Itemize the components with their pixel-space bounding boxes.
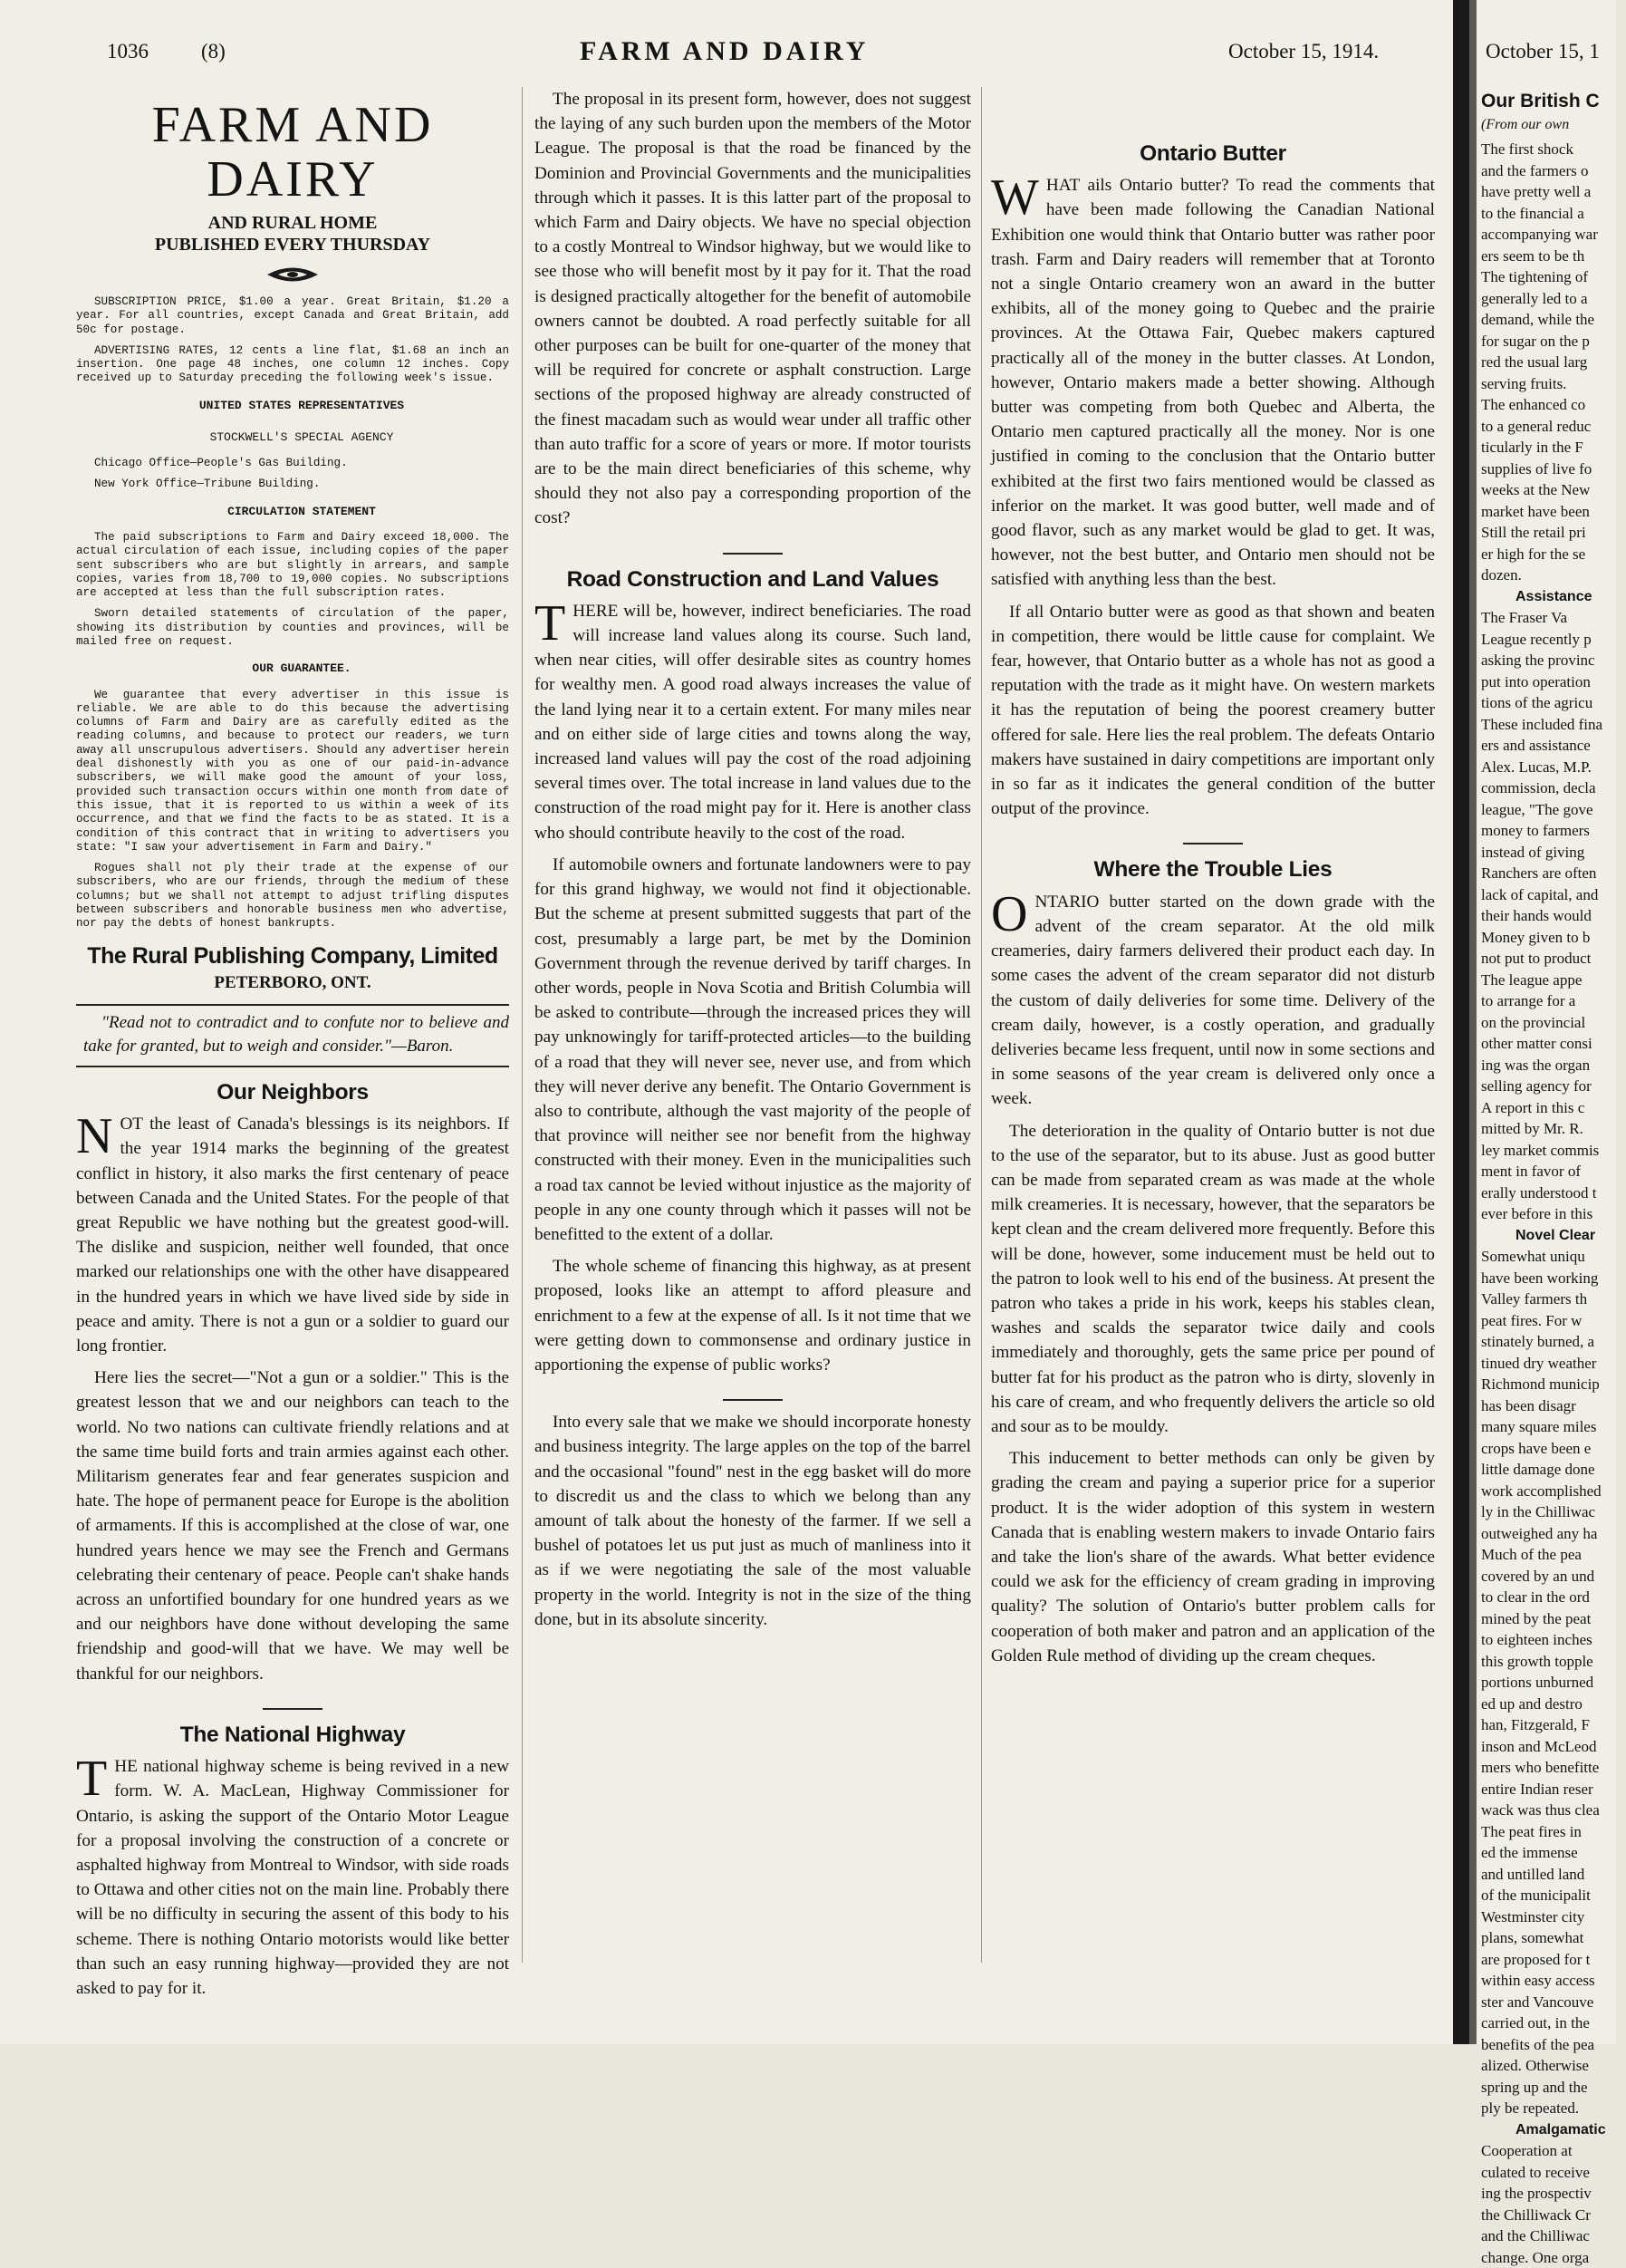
text-line: stinately burned, a (1481, 1331, 1626, 1353)
text-line: League recently p (1481, 629, 1626, 651)
article-paragraph: The whole scheme of financing this highway, as at present proposed, looks like an attempt to afford pleasure and enrichment to a few at the expense of all. Is it not time that we were getting down to commonsense and ordinary justice in apportioning the expense of public works? (534, 1254, 971, 1377)
text-line: ply be repeated. (1481, 2098, 1626, 2119)
text-line: ticularly in the F (1481, 437, 1626, 458)
text-line: weeks at the New (1481, 479, 1626, 501)
next-article-lines (1481, 607, 1626, 1225)
next-article-lines (1481, 2140, 1626, 2268)
paragraph-text: HERE will be, however, indirect beneficiaries. The road will increase land values along its course. Such land, when near cities, will offer desirable sites as country homes for wealthy men. A good road always increases the value of the land lying near it to a certain extent. For many miles near and on either side of large cities and towns along the way, increased land values will pay the cost of the road adjoining several times over. The total increase in land values due to the construction of the road might pay for it. Here is another class who should contribute heavily to the cost of the road. (534, 602, 971, 843)
circulation-heading: CIRCULATION STATEMENT (76, 499, 509, 524)
next-article-subtitle: (From our own (1481, 114, 1626, 136)
text-line: ers seem to be th (1481, 246, 1626, 267)
text-line: of the municipalit (1481, 1885, 1626, 1906)
masthead-frequency: PUBLISHED EVERY THURSDAY (76, 234, 509, 256)
text-line: The enhanced co (1481, 394, 1626, 416)
text-line: tions of the agricu (1481, 692, 1626, 714)
text-line: to clear in the ord (1481, 1587, 1626, 1608)
text-line: to a general reduc (1481, 416, 1626, 438)
article-paragraph (991, 173, 1435, 592)
text-line: change. One orga (1481, 2247, 1626, 2268)
text-line: inson and McLeod (1481, 1736, 1626, 1758)
article-title-road-construction: Road Construction and Land Values (534, 567, 971, 592)
subscription-info: SUBSCRIPTION PRICE, $1.00 a year. Great Britain, $1.20 a year. For all countries, except Canada and Great Britain, add 50c for postage. (76, 295, 509, 337)
text-line: ing was the organ (1481, 1055, 1626, 1076)
text-line: ly in the Chilliwac (1481, 1501, 1626, 1523)
article-paragraph (991, 890, 1435, 1112)
text-line: their hands would (1481, 905, 1626, 927)
text-line: other matter consi (1481, 1033, 1626, 1055)
divider (76, 1066, 509, 1067)
text-line: wack was thus clea (1481, 1800, 1626, 1821)
circulation-statement: The paid subscriptions to Farm and Dairy exceed 18,000. The actual circulation of each issue, including copies of the paper sent subscribers who are but slightly in arrears, and sample copies, varies from 18,700 to 19,000 copies. No subscriptions are accepted at less than the full subscription rates. (76, 531, 509, 600)
text-line: ed the immense (1481, 1842, 1626, 1864)
paragraph-text: HE national highway scheme is being revived in a new form. W. A. MacLean, Highway Commissioner for Ontario, is asking the support of the Ontario Motor League for a proposal involving the construction of a concrete or asphalted highway from Montreal to Windsor, with side roads to Ottawa and other cities not on the main line. Probably there will be no difficulty in securing the assent of this body to his scheme. There is nothing Ontario motorists would like better than such an easy running highway—provided they are not asked to pay for it. (76, 1757, 509, 1998)
article-title-highway: The National Highway (76, 1723, 509, 1747)
text-line: and the farmers o (1481, 160, 1626, 182)
text-line: plans, somewhat (1481, 1927, 1626, 1949)
text-line: to arrange for a (1481, 990, 1626, 1012)
text-line: many square miles (1481, 1416, 1626, 1438)
text-line: ing the prospectiv (1481, 2183, 1626, 2205)
text-line: supplies of live fo (1481, 458, 1626, 480)
text-line: Ranchers are often (1481, 863, 1626, 884)
next-article-lines (1481, 1246, 1626, 2119)
next-subhead: Assistance (1481, 586, 1626, 608)
text-line: asking the provinc (1481, 650, 1626, 671)
text-line: mined by the peat (1481, 1608, 1626, 1630)
text-line: demand, while the (1481, 309, 1626, 331)
text-line: ever before in this (1481, 1203, 1626, 1225)
column-rule (981, 87, 982, 1963)
text-line: portions unburned (1481, 1672, 1626, 1694)
next-subhead: Amalgamatic (1481, 2119, 1626, 2141)
ornament-icon (265, 265, 320, 285)
text-line: the Chilliwack Cr (1481, 2205, 1626, 2226)
text-line: red the usual larg (1481, 352, 1626, 373)
masthead-subtitle: AND RURAL HOME (76, 212, 509, 234)
column-rule (522, 87, 523, 1963)
text-line: have been working (1481, 1268, 1626, 1289)
text-line: ley market commis (1481, 1140, 1626, 1162)
text-line: covered by an und (1481, 1566, 1626, 1588)
article-paragraph: Here lies the secret—"Not a gun or a soldier." This is the greatest lesson that we and our neighbors can teach to the world. No two nations can cultivate friendly relations and at the same time build forts and train armies against each other. Militarism generates fear and fear generates suspicion and hate. The hope of permanent peace for Europe is the abolition of armaments. If this is accomplished at the close of war, one hundred years hence we may see the French and Germans celebrating their centenary of peace. People can't shake hands across an unfortified boundary for one hundred years as we and our neighbors have done without developing the same friendship and good-will that we have. We may well be thankful for our neighbors. (76, 1366, 509, 1686)
paragraph-text: HAT ails Ontario butter? To read the comments that have been made following the Canadian National Exhibition one would think that Ontario butter was rather poor trash. Farm and Dairy readers will remember that at Toronto not a single Ontario creamery won an award in the butter exhibits, all of the money going to Quebec and the prairie provinces. At the Ottawa Fair, Quebec makers captured practically all of the money in the butter classes. At London, however, Ontario makers made a better showing. Although butter was competing from both Quebec and Alberta, the Ontario men captured practically all the money. Nor is one justified in coming to the conclusion that the Ontario butter exhibited at the first two fairs mentioned would be classed as inferior on the market. It was good butter, well made and of good flavor, such as any market would be glad to get. It was, however, not the best butter, and Ontario men should not be satisfied with anything less than the best. (991, 176, 1435, 589)
article-paragraph: The proposal in its present form, however, does not suggest the laying of any such burden upon the members of the Motor League. The proposal is that the road be financed by the Dominion and Provincial Governments and the municipalities through which it passes. It is this latter part of the proposal to which Farm and Dairy objects. We have no special objection to a costly Montreal to Windsor highway, but we would like to see those who will benefit most by it pay for it. That the road is designed practically altogether for the benefit of automobile owners cannot be doubted. A road perfectly suitable for all other purposes can be built for one-quarter of the money that will be required for concrete or asphalt construction. Large sections of the proposed highway are already constructed of the finest macadam such as would wear under all traffic other than auto traffic for a score of years or more. If motor tourists are to be the main direct beneficiaries of this scheme, why should they not also pay a corresponding proportion of the cost? (534, 87, 971, 531)
article-paragraph: This inducement to better methods can only be given by grading the cream and paying a superior price for a superior product. It is the wider adoption of this system in western Canada that is enabling western makers to invade Ontario fairs and take the lion's share of the awards. What better evidence could we ask for the efficiency of cream grading in improving quality? The solution of Ontario's butter problem calls for cooperation of both maker and patron and an application of the Golden Rule method of dividing up the cream cheques. (991, 1446, 1435, 1668)
column-1 (76, 87, 509, 2008)
text-line: benefits of the pea (1481, 2034, 1626, 2056)
issue-date: October 15, 1914. (1228, 40, 1379, 63)
publisher-city: PETERBORO, ONT. (76, 970, 509, 995)
text-line: have pretty well a (1481, 181, 1626, 203)
text-line: has been disagr (1481, 1395, 1626, 1417)
paragraph-text: OT the least of Canada's blessings is its neighbors. If the year 1914 marks the beginning of the greatest conflict in history, it also marks the first centenary of peace between Canada and the United States. For the people of that great Republic we have nothing but the greatest good-will. The dislike and suspicion, neither well founded, that once marked our relationships one with the other have disappeared in the hundred years in which we have lived side by side in peace and amity. There is not a gun or a soldier to guard our long frontier. (76, 1115, 509, 1356)
guarantee-text-2: Rogues shall not ply their trade at the expense of our subscribers, who are our friends, through the medium of these columns; but we shall not attempt to adjust trifling disputes between subscribers and honorable business men who advertise, nor pay the debts of honest bankrupts. (76, 862, 509, 931)
drop-cap: N (76, 1112, 120, 1157)
article-paragraph: If all Ontario butter were as good as that shown and beaten in competition, there would be little cause for complaint. We fear, however, that Ontario butter as a whole has not as good a reputation with the trade as it might have. On western markets it has the reputation of being the poorest creamery butter offered for sale. Here lies the real problem. The defeats Ontario makers have sustained in dairy competitions are important only in so far as it indicates the general condition of the butter output of the province. (991, 600, 1435, 822)
text-line: to the financial a (1481, 203, 1626, 225)
text-line: selling agency for (1481, 1076, 1626, 1097)
text-line: Cooperation at (1481, 2140, 1626, 2162)
us-reps-ny: New York Office—Tribune Building. (76, 478, 509, 491)
text-line: within easy access (1481, 1970, 1626, 1992)
text-line: money to farmers (1481, 820, 1626, 842)
text-line: accompanying war (1481, 224, 1626, 246)
text-line: erally understood t (1481, 1182, 1626, 1204)
us-reps-heading: UNITED STATES REPRESENTATIVES (76, 393, 509, 418)
article-paragraph (76, 1112, 509, 1358)
text-line: ment in favor of (1481, 1161, 1626, 1182)
article-paragraph-sincerity: Into every sale that we make we should incorporate honesty and business integrity. The large apples on the top of the barrel and the occasional "found" nest in the egg basket will do more to discredit us and the class to which we belong than any amount of talk about the honesty of the farmer. If we sell a bushel of potatoes let us put just as much of manliness into it as if we were negotiating the sale of the most valuable property in the world. Integrity is not in the size of the thing done, but in its absolute sincerity. (534, 1410, 971, 1632)
text-line: mers who benefitte (1481, 1757, 1626, 1779)
text-line: Valley farmers th (1481, 1288, 1626, 1310)
drop-cap: W (991, 173, 1046, 218)
text-line: These included fina (1481, 714, 1626, 736)
text-line: peat fires. For w (1481, 1310, 1626, 1332)
page-number: 1036 (107, 40, 149, 63)
text-line: ed up and destro (1481, 1694, 1626, 1715)
text-line: are proposed for t (1481, 1949, 1626, 1971)
text-line: Westminster city (1481, 1906, 1626, 1928)
next-page-column (1481, 87, 1626, 1999)
next-subhead: Novel Clear (1481, 1225, 1626, 1247)
text-line: Much of the pea (1481, 1544, 1626, 1566)
text-line: The peat fires in (1481, 1821, 1626, 1843)
text-line: The first shock (1481, 139, 1626, 160)
circulation-statement-2: Sworn detailed statements of circulation of the paper, showing its distribution by counties and provinces, will be mailed free on request. (76, 607, 509, 649)
text-line: on the provincial (1481, 1012, 1626, 1034)
text-line: tinued dry weather (1481, 1353, 1626, 1375)
paragraph-text: NTARIO butter started on the down grade with the advent of the cream separator. At the old milk creameries, dairy farmers delivered their product each day. In some cases the advent of the cream separator did not disturb the custom of daily deliveries for some time. Delivery of the cream daily, however, is a costly operation, and gradually deliveries became less frequent, until now in some sections and in some seasons of the year cream is delivered only once a week. (991, 893, 1435, 1109)
text-line: generally led to a (1481, 288, 1626, 310)
next-article-title: Our British C (1481, 91, 1626, 112)
text-line: Still the retail pri (1481, 522, 1626, 544)
running-title: FARM AND DAIRY (580, 36, 869, 67)
text-line: dozen. (1481, 565, 1626, 586)
text-line: serving fruits. (1481, 373, 1626, 395)
text-line: A report in this c (1481, 1097, 1626, 1119)
drop-cap: O (991, 890, 1034, 935)
article-title-trouble: Where the Trouble Lies (991, 857, 1435, 882)
text-line: entire Indian reser (1481, 1779, 1626, 1800)
advertising-info: ADVERTISING RATES, 12 cents a line flat, $1.68 an inch an insertion. One page 48 inches, one column 12 inches. Copy received up to Saturday preceding the following week's issue. (76, 344, 509, 386)
text-line: not put to product (1481, 948, 1626, 970)
text-line: ster and Vancouve (1481, 1992, 1626, 2013)
text-line: Richmond municip (1481, 1374, 1626, 1395)
article-title-butter: Ontario Butter (991, 141, 1435, 166)
guarantee-heading: OUR GUARANTEE. (76, 656, 509, 680)
text-line: er high for the se (1481, 544, 1626, 565)
text-line: to eighteen inches (1481, 1629, 1626, 1651)
text-line: culated to receive (1481, 2162, 1626, 2184)
section-separator (723, 1399, 783, 1401)
text-line: mitted by Mr. R. (1481, 1118, 1626, 1140)
column-3 (991, 87, 1435, 1675)
divider (76, 1004, 509, 1006)
us-reps-chicago: Chicago Office—People's Gas Building. (76, 457, 509, 470)
section-separator (723, 553, 783, 555)
text-line: spring up and the (1481, 2077, 1626, 2099)
text-line: Money given to b (1481, 927, 1626, 949)
text-line: lack of capital, and (1481, 884, 1626, 906)
article-paragraph (76, 1754, 509, 2001)
text-line: market have been (1481, 501, 1626, 523)
text-line: han, Fitzgerald, F (1481, 1714, 1626, 1736)
text-line: ers and assistance (1481, 735, 1626, 757)
next-page-date: October 15, 1 (1486, 40, 1600, 63)
guarantee-text: We guarantee that every advertiser in this issue is reliable. We are able to do this because the advertising columns of Farm and Dairy are as carefully edited as the reading columns, and because to protect our readers, we turn away all unscrupulous advertisers. Should any advertiser herein deal dishonestly with you as one of our paid-in-advance subscribers, we will make good the amount of your loss, provided such transaction occurs within one month from date of this issue, that it is reported to us within a week of its occurrence, and that we find the facts to be as stated. It is a condition of this contract that in writing to advertisers you state: "I saw your advertisement in Farm and Dairy." (76, 689, 509, 855)
publisher-name: The Rural Publishing Company, Limited (76, 944, 509, 969)
text-line: crops have been e (1481, 1438, 1626, 1460)
drop-cap: T (76, 1754, 114, 1800)
section-separator (1183, 843, 1243, 844)
text-line: Somewhat uniqu (1481, 1246, 1626, 1268)
section-number: (8) (201, 40, 226, 63)
text-line: little damage done (1481, 1459, 1626, 1481)
text-line: The league appe (1481, 970, 1626, 991)
text-line: Alex. Lucas, M.P. (1481, 757, 1626, 778)
binding-gutter (1453, 0, 1469, 2044)
article-paragraph: The deterioration in the quality of Ontario butter is not due to the use of the separator, but to its abuse. Just as good butter can be made from separated cream as was made at the whole milk creameries. It is necessary, however, that the separators be kept clean and the cream delivered more frequently. Before this will be done, however, some inducement must be held out to the patron to look well to his end of the business. At present the patron who takes a pride in his work, keeps his stables clean, washes and scalds the separator twice daily and cools immediately and thoroughly, gets the same price per pound of butter fat for his product as the patron who is dirty, slovenly in his care of cream, and who frequently delivers the article so old and sour as to be mouldy. (991, 1119, 1435, 1440)
text-line: league, "The gove (1481, 799, 1626, 821)
us-reps-agency: STOCKWELL'S SPECIAL AGENCY (76, 425, 509, 449)
masthead-title: FARM AND DAIRY (76, 98, 509, 207)
text-line: for sugar on the p (1481, 331, 1626, 352)
text-line: alized. Otherwise (1481, 2055, 1626, 2077)
section-separator (263, 1708, 322, 1710)
column-2 (534, 87, 971, 1639)
text-line: work accomplished (1481, 1481, 1626, 1502)
article-paragraph: If automobile owners and fortunate landowners were to pay for this grand highway, we would not find it objectionable. But the scheme at present submitted suggests that part of the cost, presumably a large part, be met by the Dominion Government through the revenue derived by tariff charges. In other words, people in Nova Scotia and British Columbia will be asked to contribute—through the increased prices they will pay unknowingly for tariff-protected articles—to the building of a road that they will never see, never use, and from which they will never derive any benefit. The Ontario Government is also to contribute, although the vast majority of the people of that province will neither see nor benefit from the highway constructed with their money. Even in the municipalities such a road tax cannot be levied without injustice as the majority of people in any one county through which it passes will not be benefitted to the extent of a dollar. (534, 853, 971, 1247)
article-title-neighbors: Our Neighbors (76, 1080, 509, 1105)
text-line: outweighed any ha (1481, 1523, 1626, 1545)
article-paragraph (534, 599, 971, 845)
text-line: this growth topple (1481, 1651, 1626, 1673)
text-line: The Fraser Va (1481, 607, 1626, 629)
drop-cap: T (534, 599, 572, 644)
text-line: put into operation (1481, 671, 1626, 693)
text-line: carried out, in the (1481, 2012, 1626, 2034)
text-line: The tightening of (1481, 266, 1626, 288)
text-line: and the Chilliwac (1481, 2225, 1626, 2247)
next-article-lines (1481, 139, 1626, 586)
text-line: commission, decla (1481, 777, 1626, 799)
binding-shadow (1469, 0, 1477, 2044)
text-line: and untilled land (1481, 1864, 1626, 1886)
text-line: instead of giving (1481, 842, 1626, 864)
epigraph-quote: "Read not to contradict and to confute nor to believe and take for granted, but to weigh and consider."—Baron. (76, 1011, 509, 1058)
